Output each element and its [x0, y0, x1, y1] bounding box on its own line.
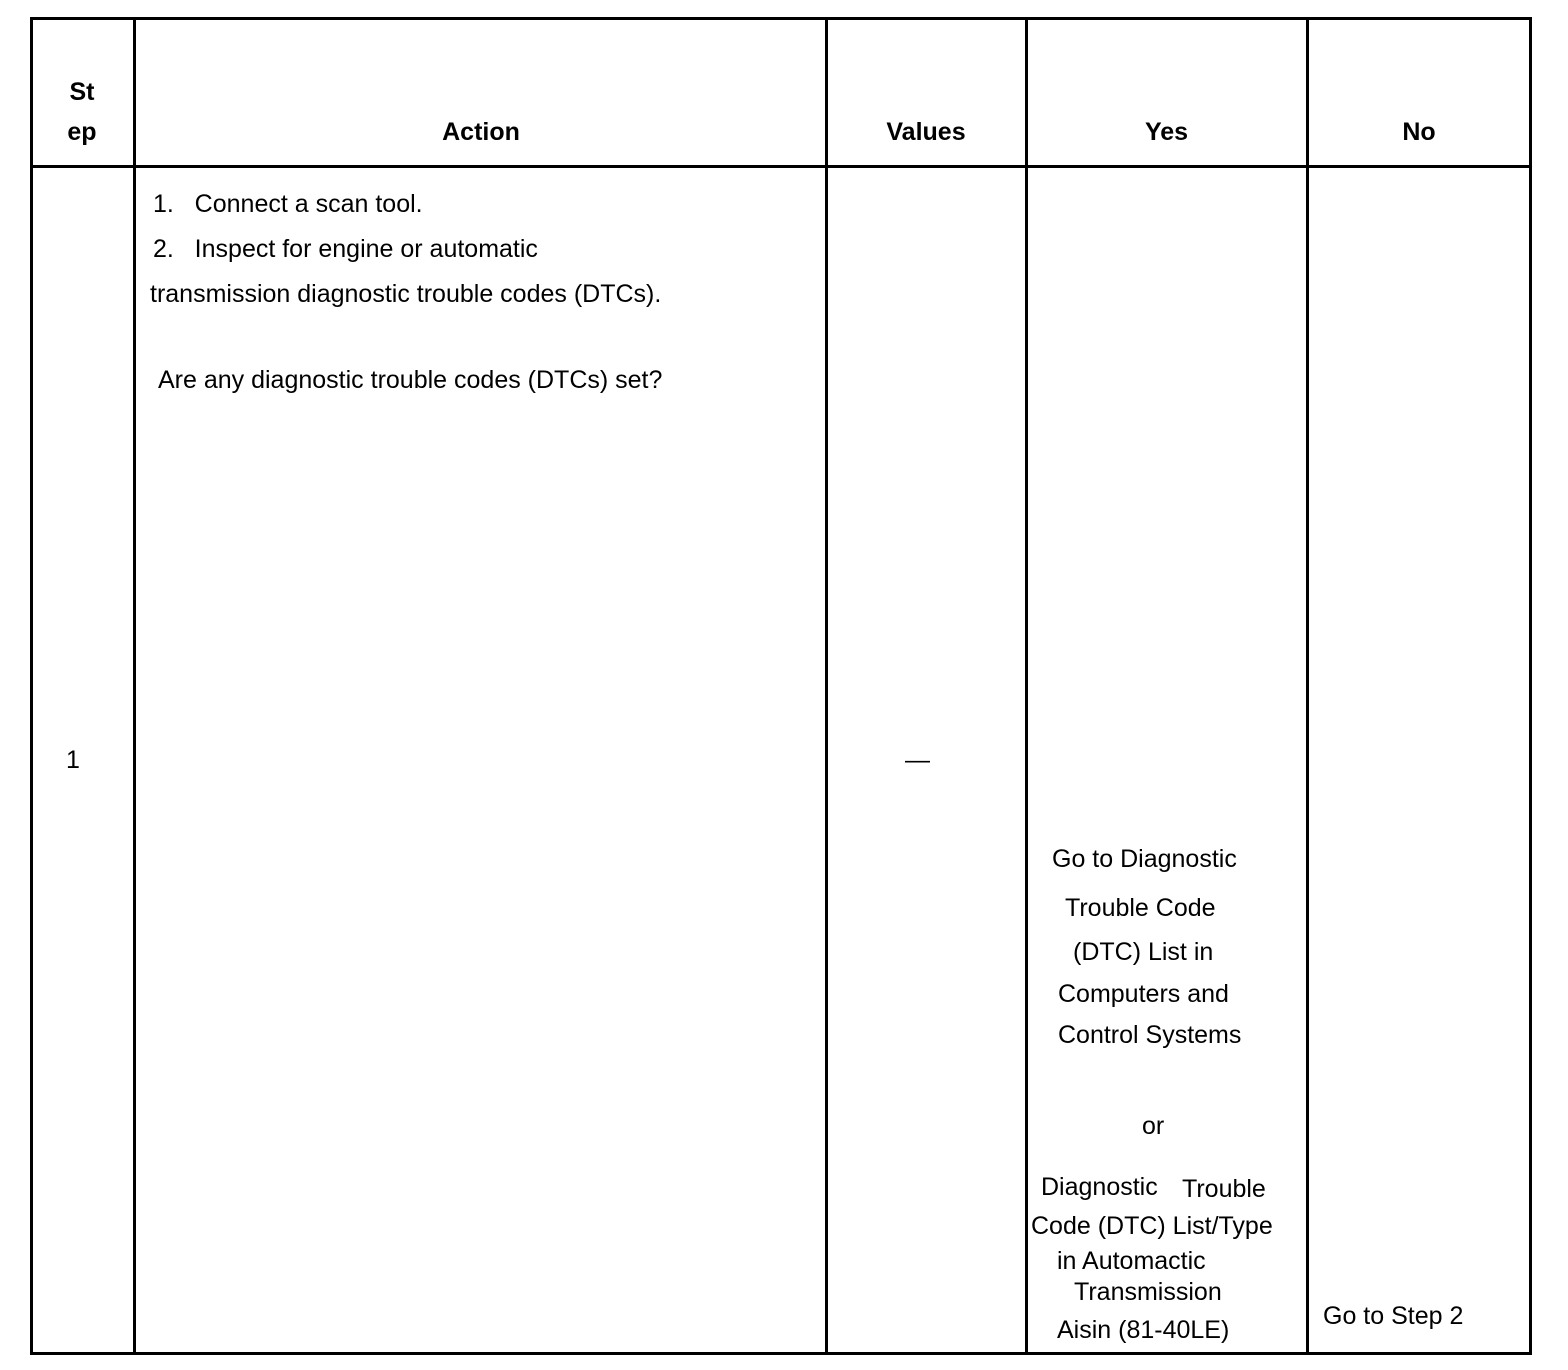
yes-line-5: Control Systems	[1058, 1021, 1242, 1049]
action-item-1: 1. Connect a scan tool.	[153, 190, 423, 218]
yes-line-10: Aisin (81-40LE)	[1057, 1316, 1230, 1344]
column-divider	[133, 20, 136, 1352]
action-item-2-line1: 2. Inspect for engine or automatic	[153, 235, 538, 263]
header-no: No	[1402, 118, 1436, 146]
header-action: Action	[442, 118, 520, 146]
header-yes: Yes	[1144, 118, 1189, 146]
yes-line-6b: Trouble	[1182, 1175, 1266, 1203]
header-step-line2: ep	[67, 118, 97, 146]
header-values: Values	[886, 118, 966, 146]
yes-line-4: Computers and	[1058, 980, 1229, 1008]
column-divider	[825, 20, 828, 1352]
values-dash: —	[905, 746, 930, 774]
yes-line-3: (DTC) List in	[1073, 938, 1214, 966]
column-divider	[1025, 20, 1028, 1352]
yes-line-8: in Automactic	[1057, 1247, 1206, 1275]
yes-line-9: Transmission	[1074, 1278, 1222, 1306]
yes-line-7: Code (DTC) List/Type	[1031, 1212, 1273, 1240]
yes-or: or	[1142, 1112, 1165, 1140]
action-item-2-line2: transmission diagnostic trouble codes (DTCs).	[150, 280, 662, 308]
header-step-line1: St	[69, 78, 95, 106]
action-question: Are any diagnostic trouble codes (DTCs) set?	[158, 366, 663, 394]
header-divider	[33, 165, 1529, 168]
step-number: 1	[66, 746, 80, 774]
header-step	[33, 77, 131, 147]
no-action: Go to Step 2	[1323, 1302, 1464, 1330]
yes-line-1: Go to Diagnostic	[1052, 845, 1237, 873]
column-divider	[1306, 20, 1309, 1352]
yes-line-6a: Diagnostic	[1041, 1173, 1158, 1201]
yes-line-2: Trouble Code	[1065, 894, 1216, 922]
